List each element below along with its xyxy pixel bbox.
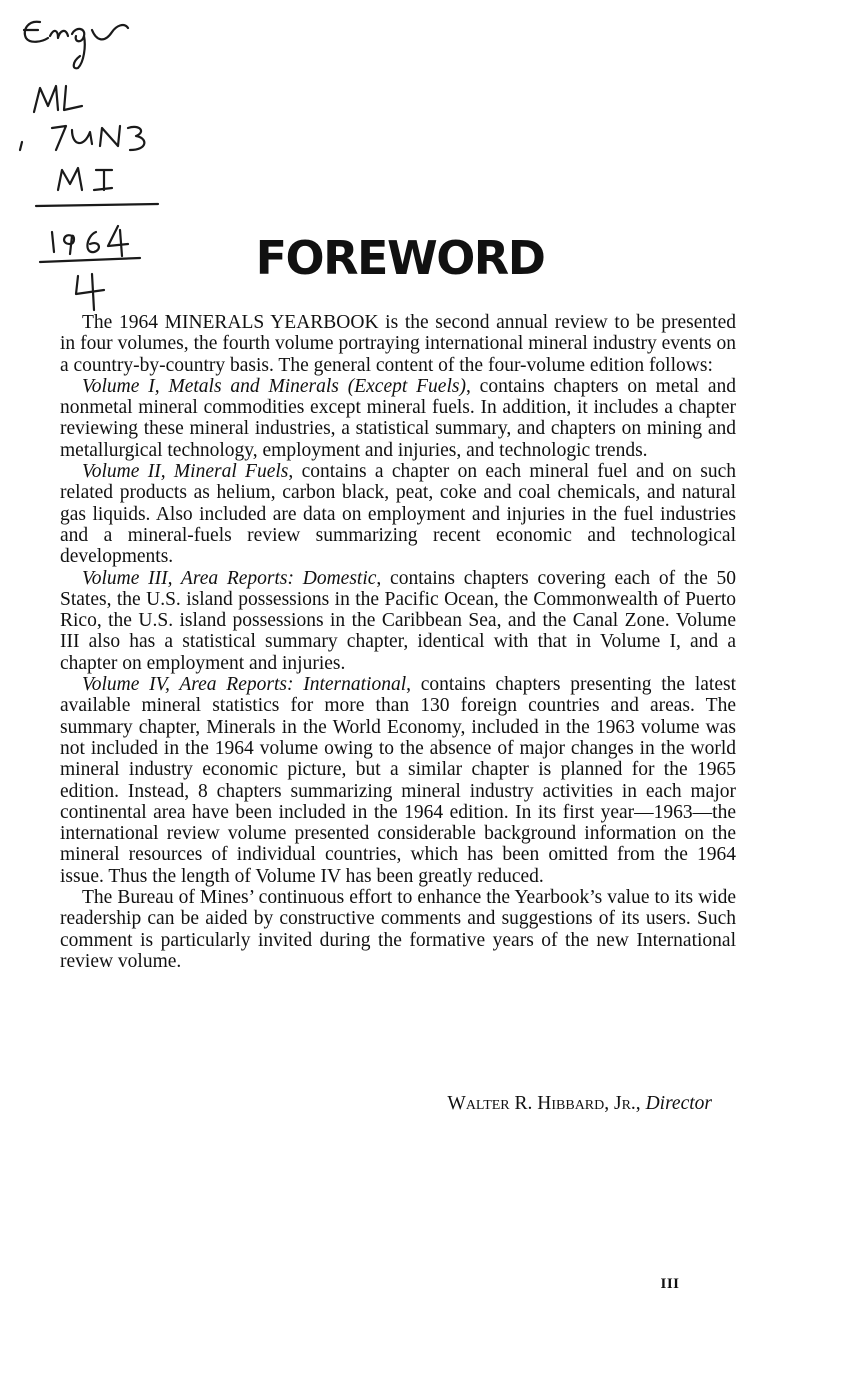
paragraph-intro bbox=[60, 312, 736, 376]
page-number: III bbox=[660, 1276, 680, 1292]
handwritten-call-number bbox=[0, 0, 200, 320]
signatory-name: Walter R. Hibbard, Jr., bbox=[447, 1093, 641, 1114]
volume-title: Volume IV, Area Reports: International bbox=[82, 674, 407, 696]
paragraph-volume-3 bbox=[60, 568, 736, 674]
paragraph-volume-1 bbox=[60, 376, 736, 461]
signature-line bbox=[300, 1092, 712, 1116]
paragraph-text: The 1964 MINERALS YEARBOOK is the second annual review to be presented in four volumes, the fourth volume portraying international mineral industry events on a country-by-country basis. The general content of the four-volume edition follows: bbox=[60, 312, 736, 376]
paragraph-closing bbox=[60, 887, 736, 972]
volume-title: Volume III, Area Reports: Domestic bbox=[82, 567, 377, 589]
paragraph-text: , contains chapters presenting the latest available mineral statistics for more than 130 foreign countries and areas. The summary chapter, Minerals in the World Economy, included in the 1963 volume was not included in the 1964 volume owing to the absence of major changes in the world mineral industry economic picture, but a similar chapter is planned for the 1965 edition. Instead, 8 chapters summarizing mineral industry activities in each major continental area have been included in the 1964 edition. In its first year—1963—the international review volume presented considerable background information on the mineral resources of individual countries, which has been omitted from the 1964 issue. Thus the length of Volume IV has been greatly reduced. bbox=[60, 674, 736, 887]
paragraph-text: , contains a chapter on each mineral fuel and on such related products as helium, carbon black, peat, coke and coal chemicals, and natural gas liquids. Also included are data on employment and injuries in the fuel industries and a mineral-fuels review summarizing recent economic and technological developments. bbox=[60, 461, 736, 568]
signatory-title: Director bbox=[645, 1093, 712, 1114]
paragraph-text: The Bureau of Mines’ continuous effort to enhance the Yearbook’s value to its wide readership can be aided by constructive comments and suggestions of its users. Such comment is particularly invited during the formative years of the new International review volume. bbox=[60, 887, 736, 972]
foreword-body bbox=[60, 312, 736, 972]
volume-title: Volume I, Metals and Minerals (Except Fuels) bbox=[82, 375, 466, 397]
page-title: FOREWORD bbox=[255, 231, 545, 285]
paragraph-text: , contains chapters covering each of the 50 States, the U.S. island possessions in the Pacific Ocean, the Commonwealth of Puerto Rico, the U.S. island possessions in the Caribbean Sea, and the Canal Zone. Volume III also has a statistical summary chapter, identical with that in Volume I, and a chapter on employment and injuries. bbox=[60, 567, 736, 674]
paragraph-text: , contains chapters on metal and nonmetal mineral commodities except mineral fuels. In addition, it includes a chapter reviewing these mineral industries, a statistical summary, and chapters on mining and metallurgical technology, employment and injuries, and technologic trends. bbox=[60, 375, 736, 461]
volume-title: Volume II, Mineral Fuels bbox=[82, 461, 289, 483]
paragraph-volume-4 bbox=[60, 674, 736, 887]
paragraph-volume-2 bbox=[60, 461, 736, 567]
